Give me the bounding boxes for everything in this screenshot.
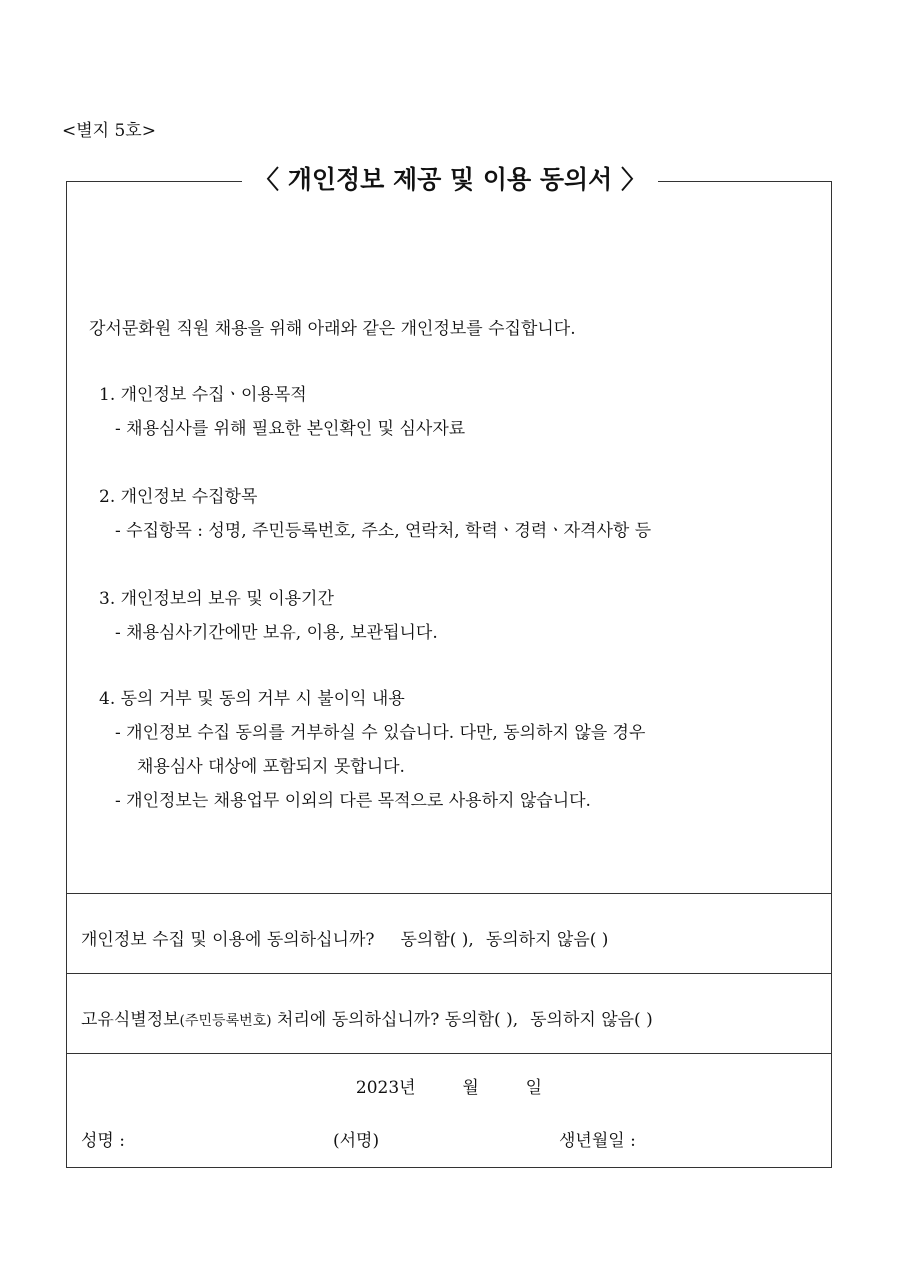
consent-agree-option[interactable]: 동의함( ), (444, 1010, 519, 1030)
section-heading: 1. 개인정보 수집ㆍ이용목적 (99, 385, 307, 405)
consent-row-personal-info (67, 893, 831, 974)
section-item: - 개인정보는 채용업무 이외의 다른 목적으로 사용하지 않습니다. (115, 791, 591, 811)
section-heading: 2. 개인정보 수집항목 (99, 487, 258, 507)
date-year: 2023년 (355, 1078, 416, 1098)
birthdate-label: 생년월일 : (559, 1131, 636, 1151)
intro-text: 강서문화원 직원 채용을 위해 아래와 같은 개인정보를 수집합니다. (89, 319, 576, 339)
section-refusal (99, 682, 645, 818)
signature-row (67, 1053, 831, 1169)
section-heading: 3. 개인정보의 보유 및 이용기간 (99, 589, 334, 609)
section-item: - 채용심사를 위해 필요한 본인확인 및 심사자료 (115, 419, 466, 439)
title-wrapper (0, 160, 900, 200)
section-items-collected (99, 480, 651, 548)
name-label: 성명 : (81, 1131, 125, 1151)
section-retention (99, 582, 438, 650)
consent-question-rest: 처리에 동의하십니까? (271, 1010, 440, 1030)
section-item: - 수집항목 : 성명, 주민등록번호, 주소, 연락처, 학력ㆍ경력ㆍ자격사항 등 (115, 521, 652, 541)
consent-form-box (66, 181, 832, 1168)
consent-question-note: (주민등록번호) (179, 1013, 272, 1029)
signature-date (67, 1073, 831, 1098)
section-item-continued: 채용심사 대상에 포함되지 못합니다. (137, 757, 405, 777)
consent-disagree-option[interactable]: 동의하지 않음( ) (530, 1010, 653, 1030)
consent-row-unique-id (67, 973, 831, 1054)
form-number-label: <별지 5호> (62, 121, 156, 141)
consent-question: 고유식별정보 (81, 1010, 180, 1030)
consent-disagree-option[interactable]: 동의하지 않음( ) (485, 930, 609, 950)
section-purpose (99, 378, 465, 446)
section-heading: 4. 동의 거부 및 동의 거부 시 불이익 내용 (99, 689, 405, 709)
section-item: - 개인정보 수집 동의를 거부하실 수 있습니다. 다만, 동의하지 않을 경우 (115, 723, 646, 743)
consent-agree-option[interactable]: 동의함( ), (400, 930, 474, 950)
consent-question: 개인정보 수집 및 이용에 동의하십니까? (81, 930, 375, 950)
page-title: 〈 개인정보 제공 및 이용 동의서 〉 (242, 160, 658, 200)
date-day: 일 (525, 1078, 543, 1098)
date-month: 월 (462, 1078, 479, 1098)
signature-field[interactable]: (서명) (333, 1131, 380, 1151)
section-item: - 채용심사기간에만 보유, 이용, 보관됩니다. (115, 623, 438, 643)
